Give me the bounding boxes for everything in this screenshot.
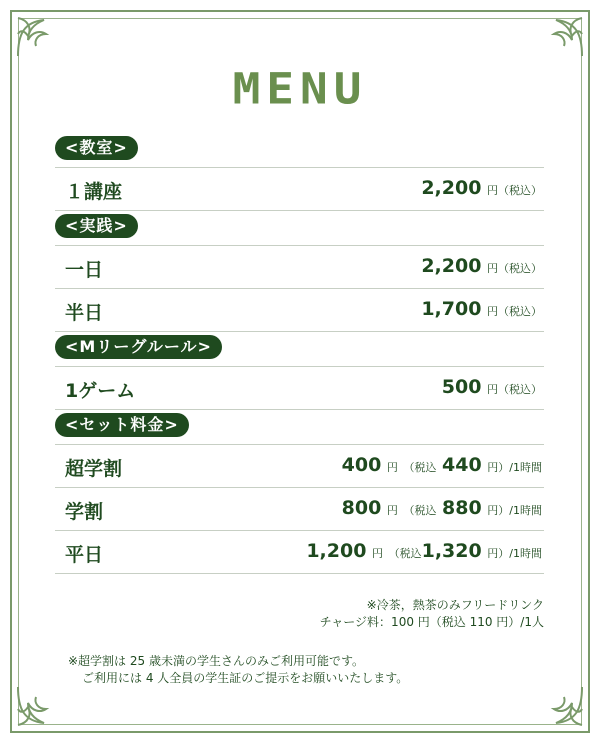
section-header-mleague <box>55 332 544 366</box>
corner-ornament-icon <box>540 14 586 60</box>
menu-row <box>55 167 544 211</box>
menu-row <box>55 530 544 574</box>
charge-note: チャージ料：100 円（税込 110 円）/1人 <box>319 615 544 629</box>
item-price: 2,200 円（税込） <box>421 177 542 199</box>
section-header-classroom <box>55 133 544 167</box>
item-price: 400 円 （税込 440 円）/1時間 <box>341 454 542 476</box>
item-price: 800 円 （税込 880 円）/1時間 <box>341 497 542 519</box>
section-badge: <教室> <box>55 136 138 160</box>
item-name: 学割 <box>65 501 104 523</box>
item-price: 500 円（税込） <box>441 376 542 398</box>
menu-row <box>55 288 544 332</box>
corner-ornament-icon <box>14 683 60 729</box>
menu-row <box>55 444 544 487</box>
student-discount-note <box>68 653 408 687</box>
student-note-line-1: ※超学割は 25 歳未満の学生さんのみご利用可能です。 <box>68 654 364 668</box>
corner-ornament-icon <box>540 683 586 729</box>
section-badge: <セット料金> <box>55 413 189 437</box>
drink-charge-note <box>320 597 544 631</box>
section-header-set <box>55 410 544 444</box>
menu-title: MENU <box>232 64 368 114</box>
item-name: 半日 <box>65 302 104 324</box>
item-price: 1,200 円 （税込1,320 円）/1時間 <box>306 540 542 562</box>
item-name: 一日 <box>65 259 104 281</box>
item-name: １講座 <box>65 181 123 203</box>
section-badge: <実践> <box>55 214 138 238</box>
section-header-practice <box>55 211 544 245</box>
item-price: 2,200 円（税込） <box>421 255 542 277</box>
item-price: 1,700 円（税込） <box>421 298 542 320</box>
menu-row <box>55 487 544 530</box>
item-name: 平日 <box>65 544 104 566</box>
item-name: 1ゲーム <box>65 380 136 402</box>
student-note-line-2: ご利用には 4 人全員の学生証のご提示をお願いいたします。 <box>82 671 409 685</box>
menu-row <box>55 366 544 410</box>
menu-row <box>55 245 544 288</box>
menu-list <box>55 133 544 574</box>
item-name: 超学割 <box>65 458 123 480</box>
section-badge: <Mリーグルール> <box>55 335 222 359</box>
corner-ornament-icon <box>14 14 60 60</box>
free-drink-note: ※冷茶，熱茶のみフリードリンク <box>366 598 544 612</box>
